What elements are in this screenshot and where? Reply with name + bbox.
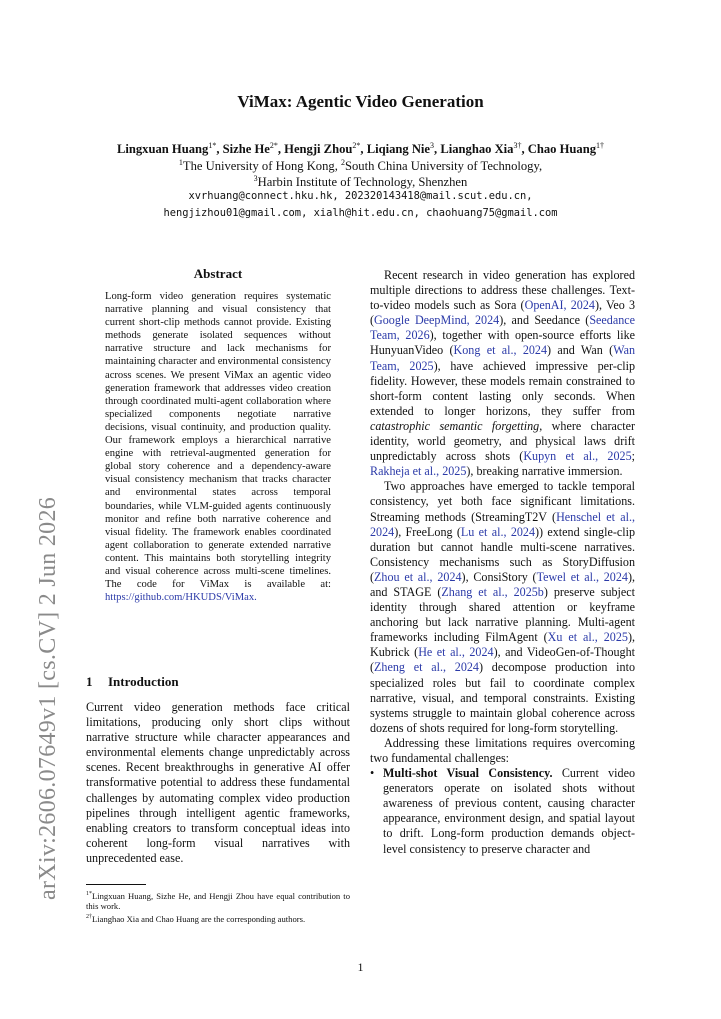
citation-link[interactable]: OpenAI, 2024 (524, 298, 595, 313)
section-heading-introduction (86, 674, 179, 690)
author-sep: , (277, 142, 285, 157)
email-line-2: hengjizhou01@gmail.com, xialh@hit.edu.cn, chaohuang75@gmail.com (163, 207, 558, 219)
author-mark: 1† (596, 141, 605, 150)
citation-link[interactable]: Zhang et al., 2025b (441, 584, 544, 599)
footnote-text: Lingxuan Huang, Sizhe He, and Hengji Zhou have equal contribution to this work. (86, 890, 350, 912)
author-mark: 3 (430, 141, 435, 150)
author-mark: 2* (269, 141, 278, 150)
citation-link[interactable]: Kong et al., 2024 (453, 343, 548, 358)
abstract-body (105, 290, 331, 604)
citation-link[interactable]: Seedance Team, 2026 (370, 313, 635, 343)
author: Chao Huang (527, 142, 597, 157)
bullet-text: Current video generators operate on isolated shots without awareness of previous content, causing character appearance, environment design, and spatial layout to drift. Long-form production demands object-level consistency to preserve character and (383, 766, 636, 856)
text: ), Kubrick ( (370, 630, 635, 660)
affiliation-mark: 2 (341, 158, 345, 167)
author-mark: 2* (352, 141, 361, 150)
text: ), have achieved impressive per-clip fidelity. However, these models remain constrained to short-form content lasting only seconds. When extended to longer horizons, they suffer from (370, 358, 635, 418)
text: , where character identity, world geometry, and physical laws drift unpredictably across shots ( (370, 418, 635, 464)
author-mark: 3† (513, 141, 522, 150)
text: ), FreeLong ( (394, 524, 461, 539)
text: ), and STAGE ( (370, 569, 636, 599)
text: Two approaches have emerged to tackle temporal consistency, yet both face significant limitations. Streaming methods (StreamingT2V ( (370, 479, 635, 524)
citation-link[interactable]: Kupyn et al., 2025 (523, 449, 632, 464)
citation-link[interactable]: Henschel et al., 2024 (370, 509, 635, 539)
footnote-rule (86, 884, 146, 885)
text: ), ConsiStory ( (461, 569, 537, 584)
citation-link[interactable]: Xu et al., 2025 (547, 630, 628, 645)
author: Hengji Zhou (284, 142, 353, 157)
affiliation: The University of Hong Kong, (182, 159, 341, 174)
footnote-mark: 2† (86, 914, 92, 920)
arxiv-side-identifier (0, 300, 61, 900)
bullet-dot: • (370, 766, 375, 781)
affiliation: Harbin Institute of Technology, Shenzhen (257, 175, 468, 190)
text: ) and Wan ( (547, 343, 614, 358)
text: )) extend single-clip duration but cannot handle multi-scene narratives. Consistency mechanisms such as StoryDiffusion ( (370, 524, 635, 584)
affiliation-mark: 1 (178, 158, 183, 167)
citation-link[interactable]: Tewel et al., 2024 (536, 569, 628, 584)
author-sep: , (360, 142, 367, 157)
abstract-text: Long-form video generation requires systematic narrative planning and visual consistency that current short-clip methods cannot provide. Existing methods generate isolated sequences without narrative structure and lack mechanisms for maintaining character and environmental consistency across scenes. We present ViMax an agentic video generation framework that addresses video creation through coordinated multi-agent collaboration where specialized components negotiate narrative decisions, visual continuity, and production quality. Our framework employs a hierarchical narrative engine with retrieval-augmented generation for global story coherence and a dependency-aware visual consistency mechanism that tracks character and environmental states across temporal boundaries, while VLM-guided agents continuously monitor and refine both narrative coherence and visual fidelity. The framework enables coordinated agent collaboration to generate extended narrative content. This maintains both storytelling integrity and visual coherence across multi-scene timelines. The code for ViMax is available at: (105, 291, 331, 591)
footnote-1 (86, 889, 350, 911)
author: Lingxuan Huang (116, 142, 209, 157)
citation-link[interactable]: Google DeepMind, 2024 (374, 313, 500, 328)
author-mark: 1* (208, 141, 217, 150)
text: ), breaking narrative immersion. (466, 464, 623, 479)
page-number: 1 (357, 960, 364, 974)
author: Liqiang Nie (366, 142, 431, 157)
paragraph-challenges: Addressing these limitations requires overcoming two fundamental challenges: (370, 735, 635, 765)
text: ), together with open-source efforts like HunyuanVideo ( (370, 328, 635, 358)
paragraph-related-models (370, 268, 635, 479)
text: ), Veo 3 ( (370, 298, 636, 328)
citation-link[interactable]: Zhou et al., 2024 (374, 569, 462, 584)
text: ) preserve subject identity through shared attention or keyframe anchoring but lack narrative planning. Multi-agent frameworks including FilmAgent ( (370, 584, 635, 645)
introduction-paragraph: Current video generation methods face critical limitations, producing only short clips without narrative structure while character appearances and environmental elements change unpredictably across scenes. Recent breakthroughs in generative AI offer transformative potential to address these fundamental challenges by automating complex video production pipelines through intelligent agentic frameworks, enabling creators to transform conceptual ideas into coherent long-form visual narratives with unprecedented ease. (86, 700, 350, 865)
citation-link[interactable]: He et al., 2024 (418, 645, 494, 660)
citation-link[interactable]: Wan Team, 2025 (370, 343, 636, 373)
footnote-2 (86, 912, 350, 924)
paragraph-two-approaches (370, 479, 635, 736)
author-sep: , (216, 142, 223, 157)
text: ), and Seedance ( (499, 313, 590, 328)
text: Recent research in video generation has explored multiple directions to address these challenges. Text-to-video models such as Sora ( (370, 268, 635, 313)
bullet-title: Multi-shot Visual Consistency. (383, 766, 553, 781)
affiliation: South China University of Technology, (345, 159, 543, 174)
author-sep: , (521, 142, 528, 157)
footnote-text: Lianghao Xia and Chao Huang are the corresponding authors. (92, 913, 306, 924)
citation-link[interactable]: Rakheja et al., 2025 (370, 464, 467, 479)
section-number: 1 (86, 674, 93, 689)
abstract-heading: Abstract (193, 266, 243, 281)
section-title: Introduction (108, 674, 179, 689)
github-link[interactable]: https://github.com/HKUDS/ViMax. (105, 592, 257, 604)
affiliation-mark: 3 (253, 174, 258, 183)
author-sep: , (434, 142, 441, 157)
citation-link[interactable]: Zheng et al., 2024 (374, 660, 479, 675)
citation-link[interactable]: Lu et al., 2024 (460, 524, 536, 539)
arxiv-id-text: arXiv:2606.07649v1 [cs.CV] 2 Jun 2026 (35, 496, 61, 900)
email-line-1: xvrhuang@connect.hku.hk, 202320143418@mail.scut.edu.cn, (188, 190, 533, 202)
paper-title: ViMax: Agentic Video Generation (237, 92, 484, 111)
text: ; (631, 449, 635, 464)
text: ), and VideoGen-of-Thought ( (370, 645, 635, 675)
bullet-item (370, 766, 635, 857)
footnote-mark: 1* (86, 891, 92, 897)
text: ) decompose production into specialized roles but fail to coordinate complex narrative, visual, and temporal constraints. Existing systems struggle to maintain global coherence across dozens of shots required for long-form storytelling. (370, 660, 635, 735)
author: Sizhe He (222, 142, 270, 157)
right-column (370, 268, 635, 857)
author: Lianghao Xia (440, 142, 514, 157)
emphasis: catastrophic semantic forgetting (370, 418, 540, 433)
